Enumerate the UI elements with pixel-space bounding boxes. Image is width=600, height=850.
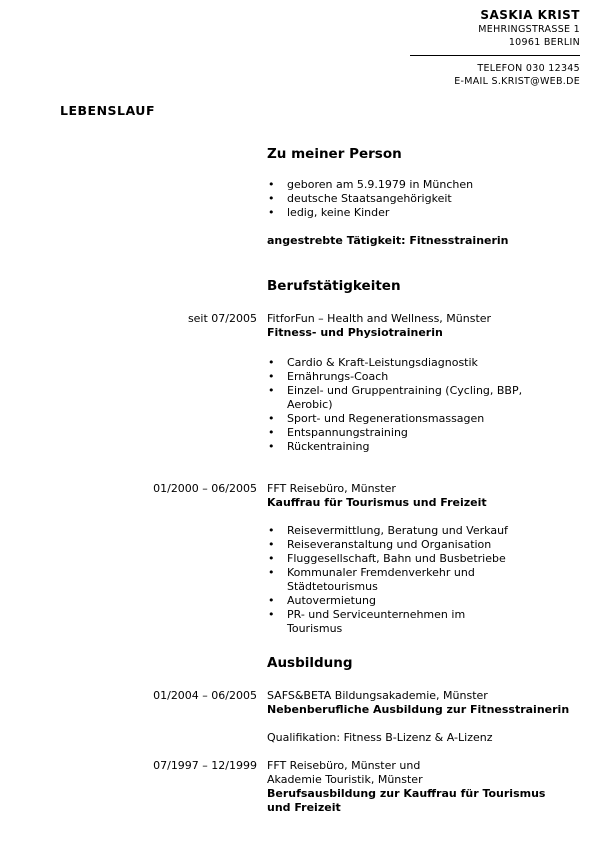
document-title: LEBENSLAUF	[60, 103, 155, 118]
education-date: 01/2004 – 06/2005	[153, 689, 257, 702]
list-item: • PR- und Serviceunternehmen im Tourismus	[267, 608, 517, 636]
job-date: 01/2000 – 06/2005	[153, 482, 257, 495]
list-item: • Einzel- und Gruppentraining (Cycling, BBP, Aerobic)	[267, 384, 557, 412]
list-item: • ledig, keine Kinder	[267, 206, 587, 220]
job-employer: FFT Reisebüro, Münster	[267, 482, 396, 495]
header-divider	[410, 55, 580, 56]
education-qualification: Qualifikation: Fitness B-Lizenz & A-Lizenz	[267, 731, 493, 744]
education-institution: Akademie Touristik, Münster	[267, 773, 423, 786]
section-heading-person: Zu meiner Person	[267, 146, 402, 162]
street-address: MEHRINGSTRASSE 1	[478, 24, 580, 35]
list-item: • Autovermietung	[267, 594, 517, 608]
job-role: Kauffrau für Tourismus und Freizeit	[267, 496, 487, 509]
person-details	[267, 178, 587, 220]
job-employer: FitforFun – Health and Wellness, Münster	[267, 312, 492, 325]
list-item: • Reisevermittlung, Beratung und Verkauf	[267, 524, 517, 538]
job-tasks	[267, 356, 557, 454]
list-item: • Reiseveranstaltung und Organisation	[267, 538, 517, 552]
city-address: 10961 BERLIN	[508, 37, 580, 48]
list-item: • Fluggesellschaft, Bahn und Busbetriebe	[267, 552, 517, 566]
person-list	[267, 178, 587, 220]
education-entry	[267, 689, 587, 717]
target-position: angestrebte Tätigkeit: Fitnesstrainerin	[267, 234, 509, 247]
contact-header	[410, 8, 580, 88]
education-institution: FFT Reisebüro, Münster und	[267, 759, 421, 772]
section-heading-education: Ausbildung	[267, 655, 353, 671]
education-program: Nebenberufliche Ausbildung zur Fitnesstrainerin	[267, 703, 570, 716]
education-entry	[267, 759, 567, 815]
job-entry	[267, 482, 587, 510]
list-item: • Kommunaler Fremdenverkehr und Städtetourismus	[267, 566, 517, 594]
job-role: Fitness- und Physiotrainerin	[267, 326, 443, 339]
education-program: Berufsausbildung zur Kauffrau für Tourismus und Freizeit	[267, 787, 546, 814]
phone-number: TELEFON 030 12345	[477, 63, 580, 74]
list-item: • Sport- und Regenerationsmassagen	[267, 412, 557, 426]
section-heading-jobs: Berufstätigkeiten	[267, 278, 401, 294]
education-date: 07/1997 – 12/1999	[153, 759, 257, 772]
list-item: • geboren am 5.9.1979 in München	[267, 178, 587, 192]
applicant-name: SASKIA KRIST	[480, 8, 580, 22]
education-institution: SAFS&BETA Bildungsakademie, Münster	[267, 689, 488, 702]
list-item: • Ernährungs-Coach	[267, 370, 557, 384]
task-list	[267, 356, 557, 454]
task-list	[267, 524, 517, 636]
job-date: seit 07/2005	[187, 312, 257, 325]
list-item: • Rückentraining	[267, 440, 557, 454]
list-item: • Entspannungstraining	[267, 426, 557, 440]
list-item: • Cardio & Kraft-Leistungsdiagnostik	[267, 356, 557, 370]
email-address: E-MAIL S.KRIST@WEB.DE	[454, 76, 580, 87]
list-item: • deutsche Staatsangehörigkeit	[267, 192, 587, 206]
job-tasks	[267, 524, 517, 636]
job-entry	[267, 312, 587, 340]
